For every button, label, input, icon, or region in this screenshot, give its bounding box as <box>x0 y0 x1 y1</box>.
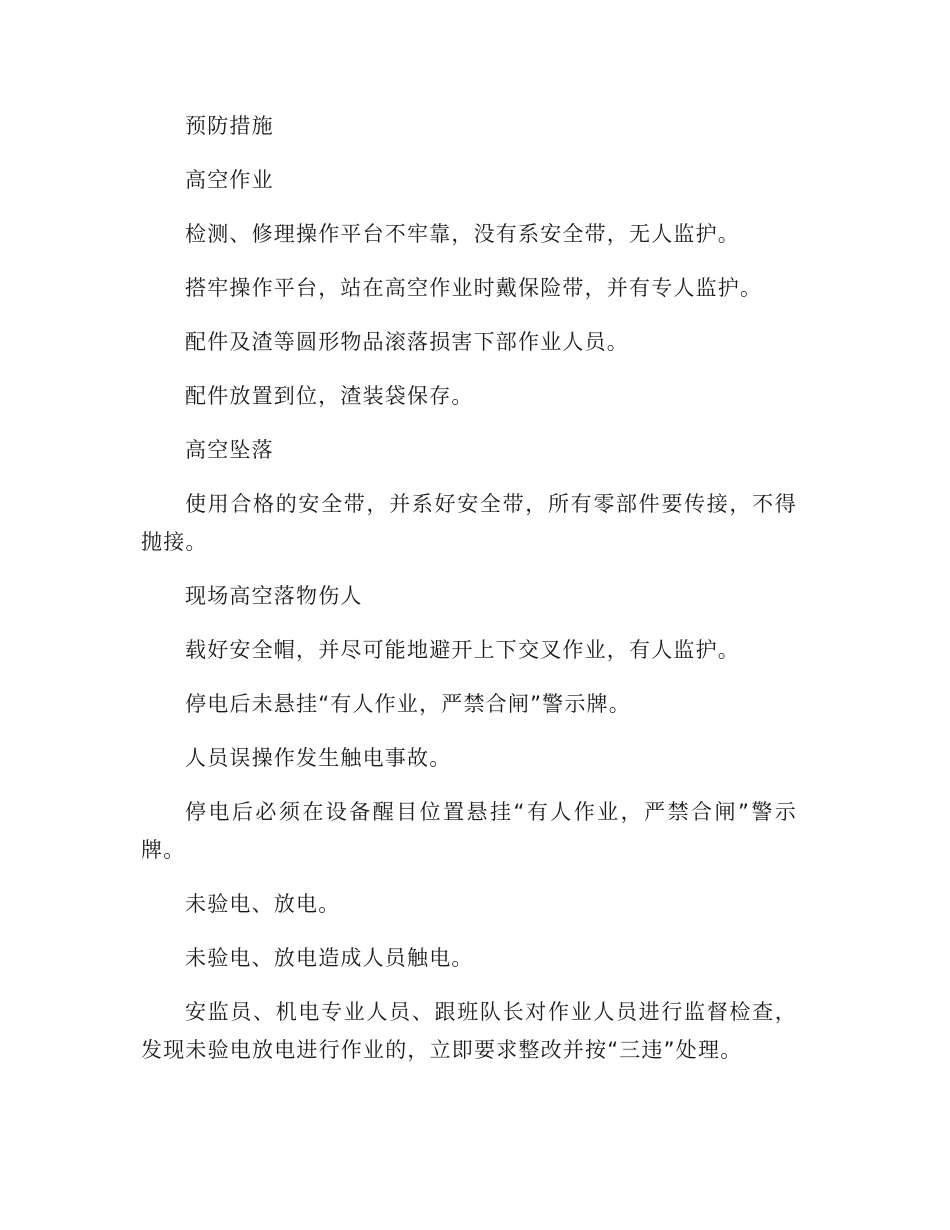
paragraph: 检测、修理操作平台不牢靠，没有系安全带，无人监护。 <box>185 222 740 246</box>
paragraph: 未验电、放电。 <box>185 892 341 916</box>
paragraph: 未验电、放电造成人员触电。 <box>185 946 474 970</box>
paragraph: 停电后必须在设备醒目位置悬挂“有人作业，严禁合闸”警示牌。 <box>141 800 797 862</box>
paragraph-heading-falling-objects: 现场高空落物伤人 <box>185 584 363 608</box>
paragraph: 配件放置到位，渣装袋保存。 <box>185 384 474 408</box>
paragraph: 安监员、机电专业人员、跟班队长对作业人员进行监督检查，发现未验电放电进行作业的，立即要求整改并按“三违”处理。 <box>141 1000 797 1062</box>
paragraph-heading-fall: 高空坠落 <box>185 438 274 462</box>
paragraph: 人员误操作发生触电事故。 <box>185 746 452 770</box>
paragraph-heading-high-work: 高空作业 <box>185 168 274 192</box>
paragraph: 停电后未悬挂“有人作业，严禁合闸”警示牌。 <box>185 692 631 716</box>
paragraph: 搭牢操作平台，站在高空作业时戴保险带，并有专人监护。 <box>185 276 763 300</box>
paragraph: 使用合格的安全带，并系好安全带，所有零部件要传接，不得抛接。 <box>141 492 797 554</box>
paragraph: 载好安全帽，并尽可能地避开上下交叉作业，有人监护。 <box>185 638 740 662</box>
paragraph: 配件及渣等圆形物品滚落损害下部作业人员。 <box>185 330 629 354</box>
document-body <box>141 107 797 1069</box>
paragraph-heading-prevention: 预防措施 <box>185 114 274 138</box>
